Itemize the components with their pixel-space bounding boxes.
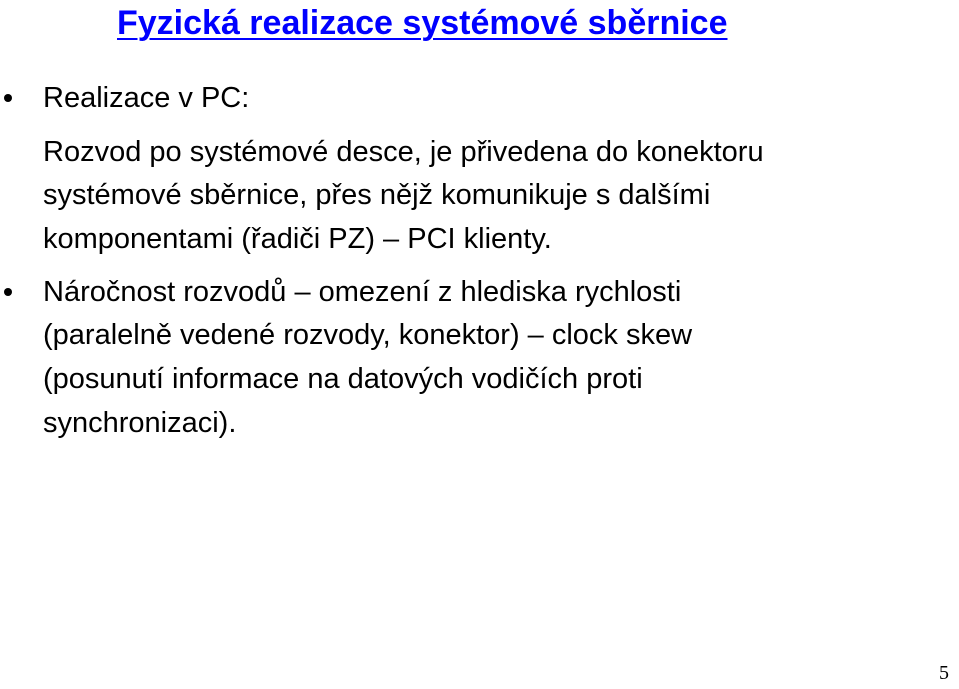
bullet-1-line-2: systémové sběrnice, přes nějž komunikuje s dalšími bbox=[43, 179, 711, 211]
bullet-1-line-1: Rozvod po systémové desce, je přivedena do konektoru bbox=[43, 136, 764, 168]
bullet-2-line-3: (posunutí informace na datových vodičích proti bbox=[43, 363, 643, 395]
bullet-2-line-2: (paralelně vedené rozvody, konektor) – clock skew bbox=[43, 319, 693, 351]
bullet-2-line-1: Náročnost rozvodů – omezení z hlediska rychlosti bbox=[43, 276, 682, 308]
bullet-marker-1 bbox=[0, 81, 12, 93]
bullet-1-heading: Realizace v PC: bbox=[43, 82, 250, 114]
page-number: 5 bbox=[939, 662, 949, 684]
bullet-marker-2 bbox=[0, 275, 12, 287]
slide-title: Fyzická realizace systémové sběrnice bbox=[117, 4, 728, 42]
bullet-1-line-3: komponentami (řadiči PZ) – PCI klienty. bbox=[43, 223, 552, 255]
bullet-2-line-4: synchronizaci). bbox=[43, 407, 237, 439]
